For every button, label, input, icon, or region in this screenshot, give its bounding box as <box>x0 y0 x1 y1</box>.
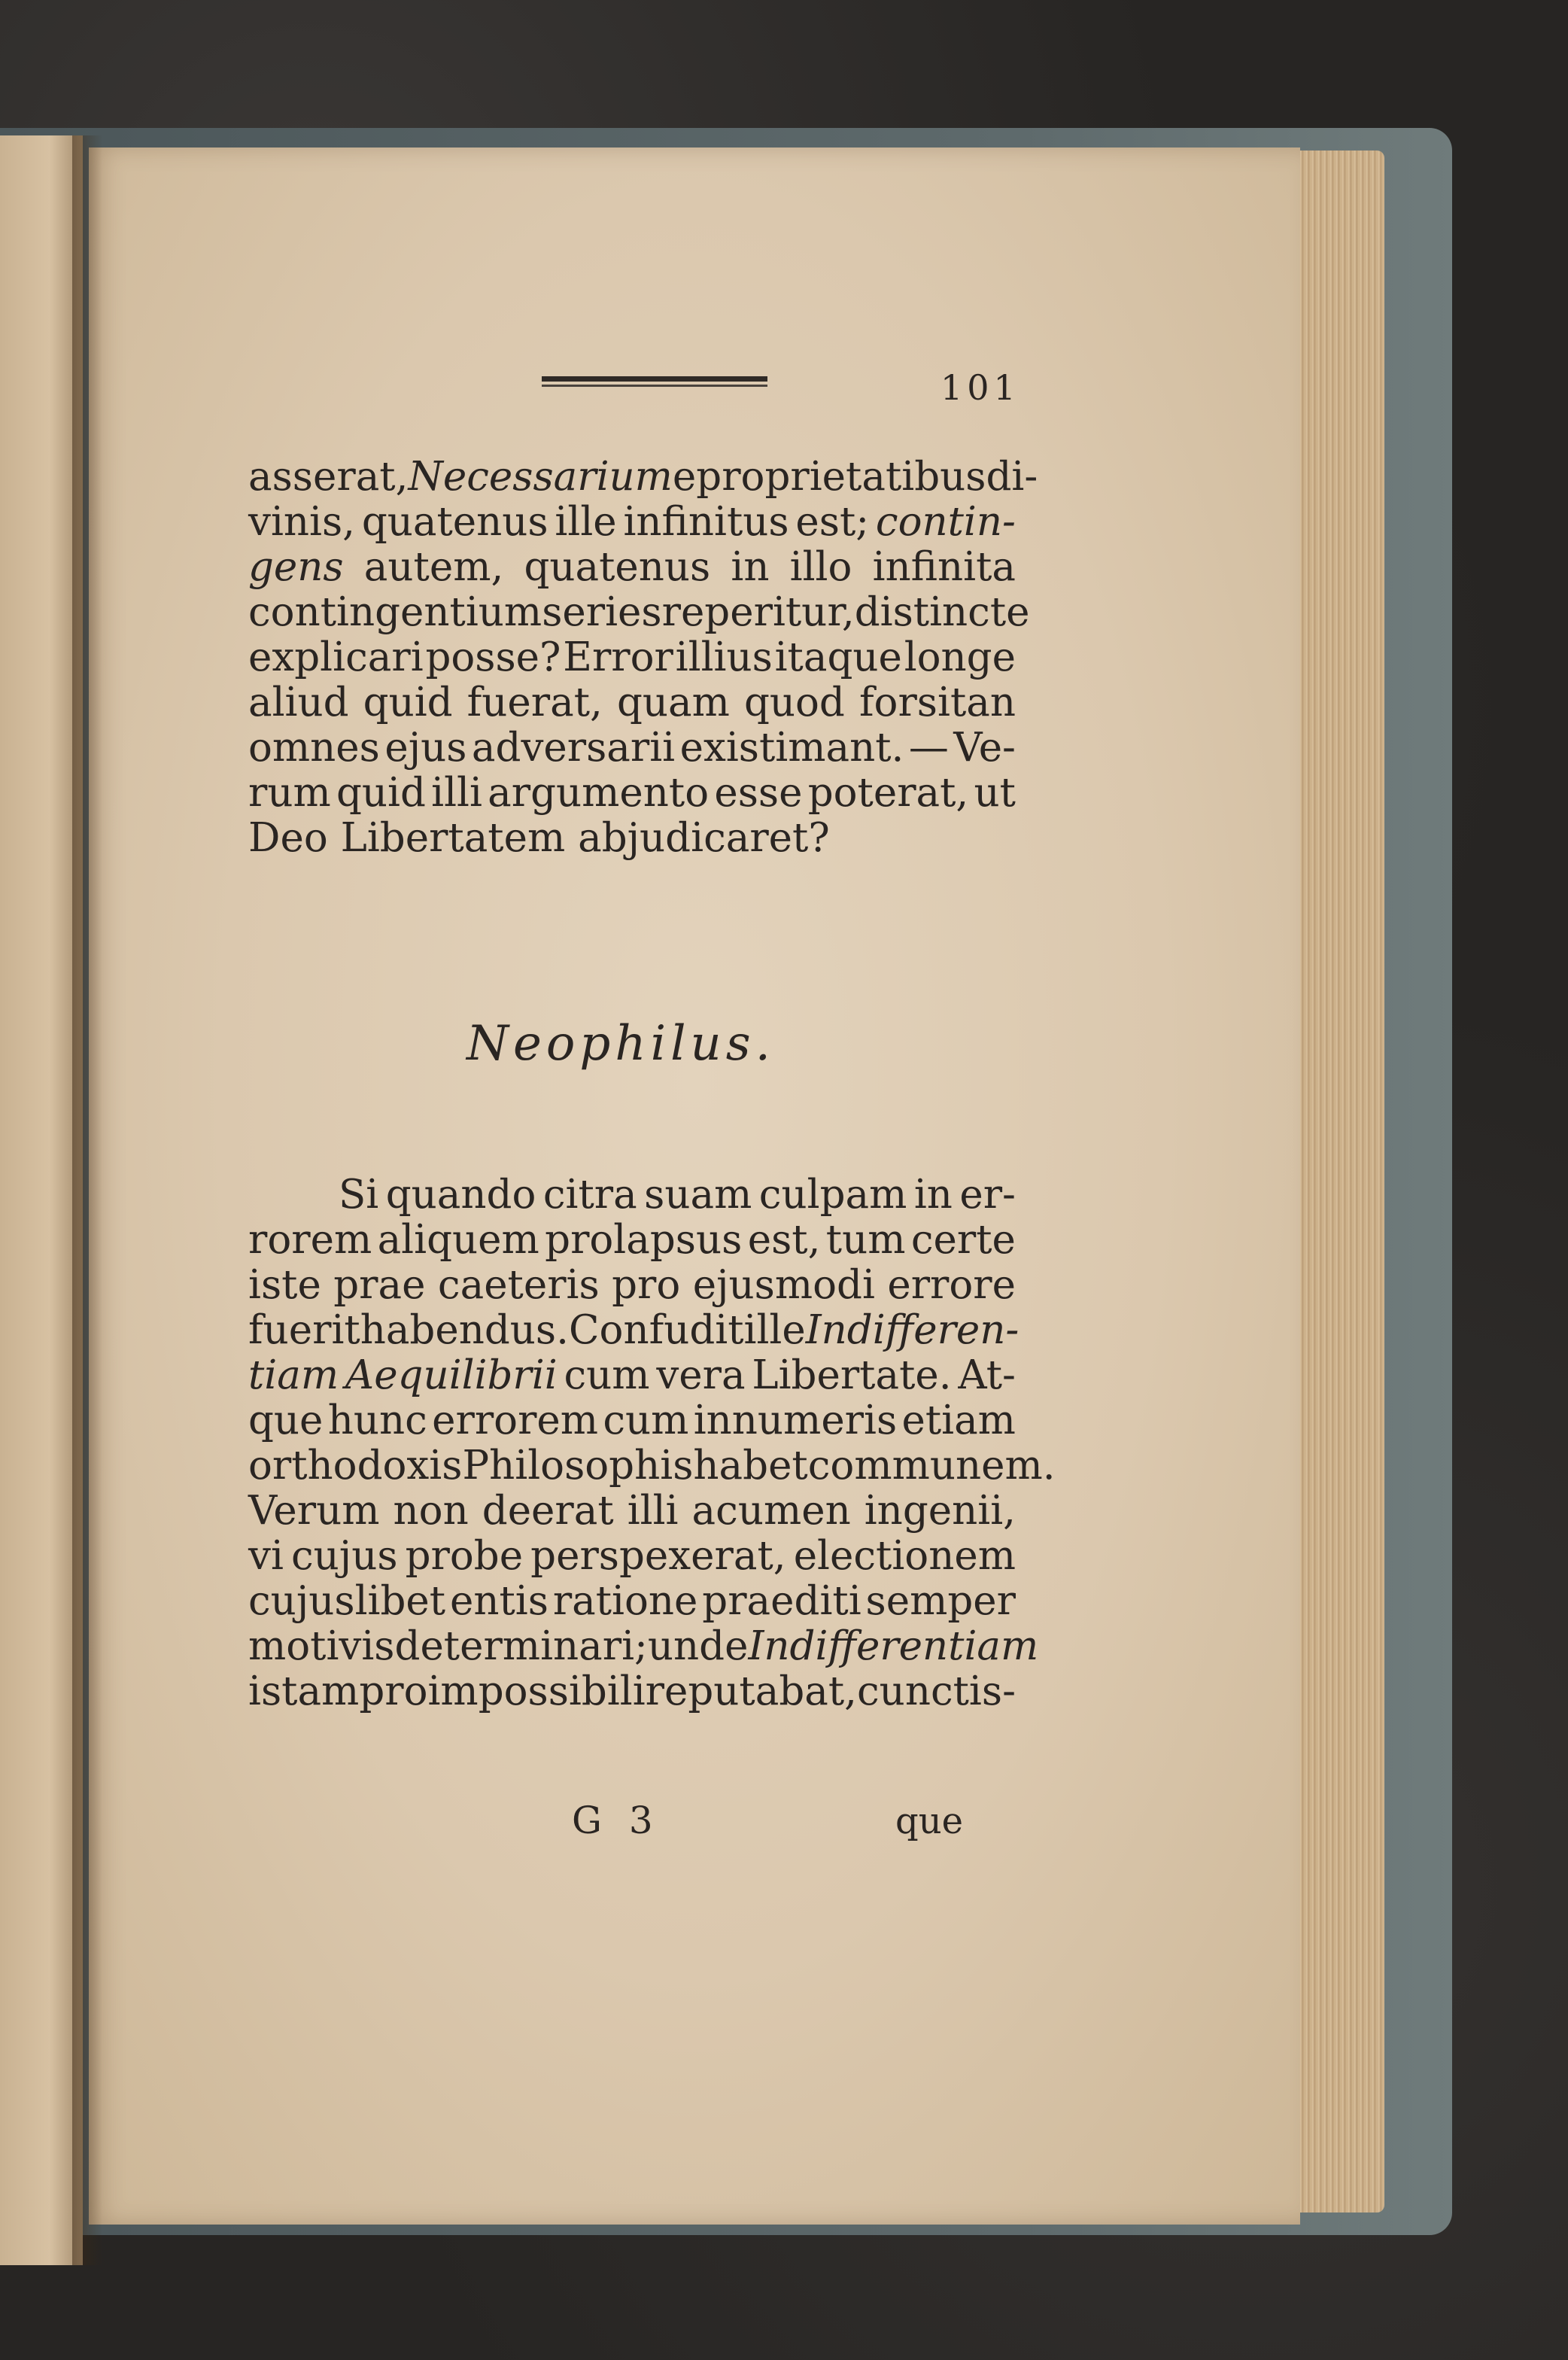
word: ingenii, <box>864 1488 1016 1534</box>
word: er- <box>959 1172 1016 1218</box>
word: habet <box>693 1443 808 1489</box>
word: contingentium <box>248 589 542 635</box>
word: tum <box>825 1217 906 1263</box>
text-line <box>248 1398 1016 1443</box>
word: di- <box>986 454 1038 500</box>
word: deerat <box>482 1488 614 1534</box>
word: distincte <box>854 589 1030 635</box>
word: gens <box>248 544 344 590</box>
word: aliquem <box>377 1217 539 1263</box>
catchword: que <box>895 1800 964 1842</box>
word: acumen <box>691 1488 851 1534</box>
word: innumeris <box>693 1397 898 1443</box>
word: Necessarium <box>408 454 673 500</box>
word: motivis <box>248 1623 395 1669</box>
word: Indifferen- <box>805 1307 1020 1353</box>
word: errore <box>887 1262 1016 1308</box>
word: cujuslibet <box>248 1578 446 1624</box>
word: probe <box>405 1533 524 1579</box>
word: infinita <box>872 544 1016 590</box>
paragraph-2 <box>248 1172 1056 1714</box>
word: explicari <box>248 634 424 680</box>
word: — <box>908 725 949 771</box>
word: pro <box>359 1668 428 1714</box>
word: ratione <box>552 1578 698 1624</box>
word: cum <box>603 1397 689 1443</box>
word: ut <box>974 770 1016 816</box>
word-space <box>328 816 341 861</box>
header-rule <box>542 376 767 387</box>
text-line <box>248 1443 1056 1489</box>
text-line <box>248 1669 1016 1714</box>
word: istam <box>248 1668 360 1714</box>
word: forsitan <box>858 680 1016 725</box>
text-line <box>248 1172 1016 1218</box>
text-line <box>248 725 1016 771</box>
word: vera <box>656 1352 746 1398</box>
word: Si <box>339 1172 379 1218</box>
text-line <box>248 635 1016 680</box>
word: quid <box>336 770 426 816</box>
word: pro <box>612 1262 681 1308</box>
word: quid <box>363 680 453 725</box>
word: illi <box>627 1488 679 1534</box>
word: electionem <box>793 1533 1016 1579</box>
word-space <box>565 816 578 861</box>
word: suam <box>644 1172 752 1218</box>
word: ille <box>555 499 617 545</box>
word: que <box>248 1397 324 1443</box>
word: unde <box>647 1623 749 1669</box>
text-line <box>248 1534 1016 1579</box>
word: impossibili <box>427 1668 646 1714</box>
word: ejusmodi <box>692 1262 875 1308</box>
word: fuerit <box>248 1307 360 1353</box>
text-line <box>248 1489 1016 1534</box>
word: rorem <box>248 1217 372 1263</box>
word: autem, <box>363 544 504 590</box>
word: etiam <box>901 1397 1016 1443</box>
word: contin- <box>875 499 1016 545</box>
gutter-shadow <box>72 135 102 2265</box>
word: e <box>672 454 697 500</box>
word: cum <box>564 1352 650 1398</box>
word: citra <box>542 1172 637 1218</box>
word: prolapsus <box>545 1217 743 1263</box>
word: caeteris <box>437 1262 600 1308</box>
word: determinari; <box>394 1623 648 1669</box>
word: cujus <box>290 1533 398 1579</box>
word: abjudicaret? <box>578 815 830 861</box>
page-number: 101 <box>940 367 1020 408</box>
word: series <box>542 589 662 635</box>
text-line <box>248 1579 1016 1624</box>
word: illo <box>789 544 852 590</box>
text-line <box>248 1623 1039 1669</box>
word: Verum <box>248 1488 380 1534</box>
word: vi <box>248 1533 284 1579</box>
signature-mark: G 3 <box>572 1799 661 1842</box>
word: proprietatibus <box>696 454 986 500</box>
word: illius <box>675 634 773 680</box>
word: Deo <box>248 815 328 861</box>
word: argumento <box>488 770 710 816</box>
word: praediti <box>702 1578 861 1624</box>
text-line <box>248 1263 1016 1308</box>
word: communem. <box>807 1443 1056 1489</box>
word: est; <box>795 499 870 545</box>
word: Indifferentiam <box>748 1623 1039 1669</box>
word: orthodoxis <box>248 1443 463 1489</box>
word: certe <box>910 1217 1016 1263</box>
text-line <box>248 816 1016 861</box>
word: Libertate. <box>752 1352 952 1398</box>
text-line <box>248 1353 1016 1398</box>
word: culpam <box>758 1172 907 1218</box>
word: non <box>393 1488 469 1534</box>
word: in <box>731 544 770 590</box>
word: longe <box>904 634 1016 680</box>
word: fuerat, <box>466 680 603 725</box>
text-line <box>248 771 1016 816</box>
word: Confudit <box>568 1307 744 1353</box>
text-line <box>248 1218 1016 1263</box>
word: quatenus <box>524 544 711 590</box>
word: ille <box>743 1307 806 1353</box>
word: adversarii <box>471 725 676 771</box>
text-line <box>248 680 1016 725</box>
left-page-edge <box>0 135 83 2265</box>
speaker-heading: Neophilus. <box>466 1016 775 1072</box>
word: est, <box>747 1217 821 1263</box>
word: omnes <box>248 725 380 771</box>
word: semper <box>865 1578 1016 1624</box>
word: ejus <box>384 725 467 771</box>
paragraph-1 <box>248 454 1038 861</box>
word: esse <box>714 770 803 816</box>
word: asserat, <box>248 454 409 500</box>
text-line <box>248 454 1038 500</box>
word: quam <box>616 680 730 725</box>
word: Error <box>563 634 673 680</box>
word: hunc <box>327 1397 427 1443</box>
word: entis <box>449 1578 548 1624</box>
word: Philosophis <box>462 1443 694 1489</box>
word: iste <box>248 1262 321 1308</box>
word: aliud <box>248 680 349 725</box>
text-line <box>248 545 1016 590</box>
word: illi <box>431 770 482 816</box>
word: perspexerat, <box>530 1533 786 1579</box>
text-line <box>248 500 1016 545</box>
word: in <box>913 1172 953 1218</box>
word: itaque <box>774 634 902 680</box>
word: existimant. <box>679 725 904 771</box>
text-line <box>248 589 1030 635</box>
word: cunctis- <box>857 1668 1016 1714</box>
word: reputabat, <box>645 1668 857 1714</box>
word: Libertatem <box>340 815 566 861</box>
word: quod <box>743 680 845 725</box>
word: infinitus <box>623 499 789 545</box>
word: Ve- <box>953 725 1016 771</box>
text-line <box>248 1307 1020 1353</box>
page-block-edges <box>1287 151 1384 2212</box>
word: prae <box>333 1262 426 1308</box>
word: Aequilibrii <box>345 1352 558 1398</box>
word: vinis, <box>248 499 356 545</box>
word: poterat, <box>807 770 969 816</box>
word: habendus. <box>360 1307 569 1353</box>
word: reperitur, <box>661 589 855 635</box>
word: At- <box>958 1352 1016 1398</box>
word: errorem <box>432 1397 599 1443</box>
word: rum <box>248 770 331 816</box>
word: tiam <box>248 1352 339 1398</box>
word: posse? <box>425 634 561 680</box>
word: quatenus <box>361 499 548 545</box>
word: quando <box>385 1172 536 1218</box>
